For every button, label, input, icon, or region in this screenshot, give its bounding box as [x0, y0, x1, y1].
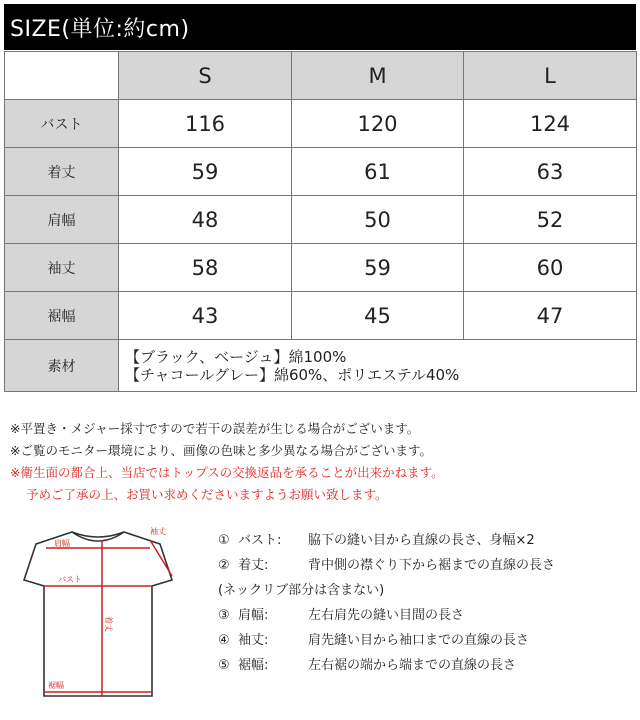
- size-table: [4, 51, 637, 392]
- table-cell: 47: [464, 292, 637, 340]
- hem-label: 裾幅: [48, 681, 64, 690]
- length-label: 着丈: [104, 616, 113, 632]
- legend-item: ④ 袖丈: 肩先縫い目から袖口までの直線の長さ: [218, 633, 530, 648]
- column-header-l: L: [464, 52, 637, 100]
- table-cell: 45: [292, 292, 464, 340]
- notes: [10, 418, 630, 506]
- bust-label: バスト: [58, 575, 82, 584]
- sleeve-label: 袖丈: [150, 527, 166, 536]
- material-line: 【ブラック、ベージュ】綿100%: [125, 347, 347, 366]
- column-header-s: S: [119, 52, 292, 100]
- size-table-header-row: [5, 52, 637, 100]
- table-cell: 120: [292, 100, 464, 148]
- table-row: [5, 100, 637, 148]
- table-cell: 60: [464, 244, 637, 292]
- table-cell: 43: [119, 292, 292, 340]
- note-line-warning: ※衛生面の都合上、当店ではトップスの交換返品を承ることが出来かねます。: [10, 465, 444, 480]
- measurement-legend: [218, 528, 638, 678]
- legend-item: ⑤ 裾幅: 左右裾の端から端までの直線の長さ: [218, 658, 517, 673]
- legend-item: ② 着丈: 背中側の襟ぐり下から裾までの直線の長さ: [218, 558, 556, 573]
- table-cell: 124: [464, 100, 637, 148]
- table-cell: 61: [292, 148, 464, 196]
- table-cell: 50: [292, 196, 464, 244]
- note-line-warning: 予めご了承の上、お買い求めくださいますようお願い致します。: [26, 487, 388, 502]
- column-header-m: M: [292, 52, 464, 100]
- row-label: 袖丈: [5, 244, 119, 292]
- material-label: 素材: [5, 340, 119, 392]
- table-row: [5, 148, 637, 196]
- row-label: 裾幅: [5, 292, 119, 340]
- table-row: [5, 292, 637, 340]
- legend-item: (ネックリブ部分は含まない): [218, 583, 385, 598]
- row-label: 着丈: [5, 148, 119, 196]
- table-cell: 59: [292, 244, 464, 292]
- tshirt-outline: [24, 532, 172, 696]
- table-row: [5, 196, 637, 244]
- table-cell: 52: [464, 196, 637, 244]
- legend-item: ① バスト: 脇下の縫い目から直線の長さ、身幅×2: [218, 533, 535, 548]
- shoulder-label: 肩幅: [54, 539, 70, 548]
- material-cell: [119, 340, 637, 392]
- table-cell: 58: [119, 244, 292, 292]
- material-line: 【チャコールグレー】綿60%、ポリエステル40%: [125, 365, 460, 384]
- tshirt-measurement-diagram: [10, 520, 190, 710]
- note-line: ※平置き・メジャー採寸ですので若干の誤差が生じる場合がございます。: [10, 421, 420, 436]
- row-label: バスト: [5, 100, 119, 148]
- corner-cell: [5, 52, 119, 100]
- table-cell: 116: [119, 100, 292, 148]
- table-cell: 59: [119, 148, 292, 196]
- table-cell: 63: [464, 148, 637, 196]
- table-cell: 48: [119, 196, 292, 244]
- material-row: [5, 340, 637, 392]
- size-title: SIZE(単位:約cm): [10, 16, 190, 42]
- table-row: [5, 244, 637, 292]
- size-header: [4, 4, 636, 50]
- note-line: ※ご覧のモニター環境により、画像の色味と多少異なる場合がございます。: [10, 443, 432, 458]
- row-label: 肩幅: [5, 196, 119, 244]
- legend-item: ③ 肩幅: 左右肩先の縫い目間の長さ: [218, 608, 465, 623]
